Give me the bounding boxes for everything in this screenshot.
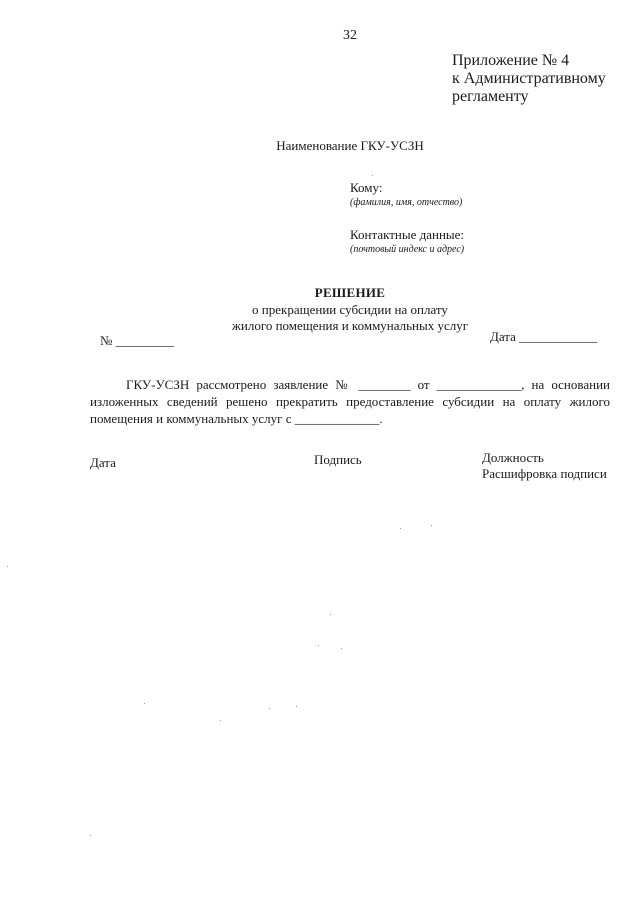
- signature-decode-label: Расшифровка подписи: [482, 466, 607, 481]
- decision-body: [90, 376, 610, 427]
- scan-speck: [318, 645, 319, 646]
- appendix-header: [452, 52, 606, 106]
- scan-speck: [220, 720, 221, 721]
- signature-date-label: Дата: [90, 455, 116, 470]
- scan-speck: [372, 175, 373, 176]
- contacts-label: Контактные данные:: [350, 227, 465, 242]
- scan-speck: [431, 525, 432, 526]
- decision-date-field: Дата ____________: [490, 329, 598, 344]
- scan-speck: [400, 528, 401, 529]
- contacts-hint: (почтовый индекс и адрес): [350, 244, 465, 255]
- decision-subtitle-line-1: о прекращении субсидии на оплату: [252, 302, 448, 317]
- scan-speck: [269, 708, 270, 709]
- scan-speck: [296, 706, 297, 707]
- decision-body-text: ГКУ-УСЗН рассмотрено заявление № ________ от _____________, на основании изложенных сведений решено прекратить предоставление субсидии на оплату жилого помещения и коммунальных услуг с _____________.: [90, 377, 610, 426]
- recipient-block: [350, 180, 462, 210]
- scan-speck: [144, 703, 145, 704]
- recipient-hint: (фамилия, имя, отчество): [350, 197, 463, 208]
- scan-speck: [341, 648, 342, 649]
- appendix-line-3: регламенту: [452, 88, 529, 105]
- org-name: Наименование ГКУ-УСЗН: [276, 138, 424, 153]
- scan-speck: [330, 614, 331, 615]
- decision-title: РЕШЕНИЕ: [314, 285, 386, 300]
- appendix-line-2: к Административному: [452, 70, 606, 87]
- decision-subtitle-line-2: жилого помещения и коммунальных услуг: [231, 318, 469, 333]
- contacts-block: [350, 227, 464, 257]
- appendix-line-1: Приложение № 4: [452, 52, 570, 69]
- decision-number-field: № _________: [100, 333, 175, 348]
- signature-sign-label: Подпись: [314, 452, 362, 467]
- scan-speck: [90, 835, 91, 836]
- scan-speck: [7, 566, 8, 567]
- page-number: 32: [343, 28, 357, 43]
- recipient-label: Кому:: [350, 180, 383, 195]
- signature-position-label: Должность: [482, 450, 544, 465]
- signature-position-block: [482, 450, 607, 482]
